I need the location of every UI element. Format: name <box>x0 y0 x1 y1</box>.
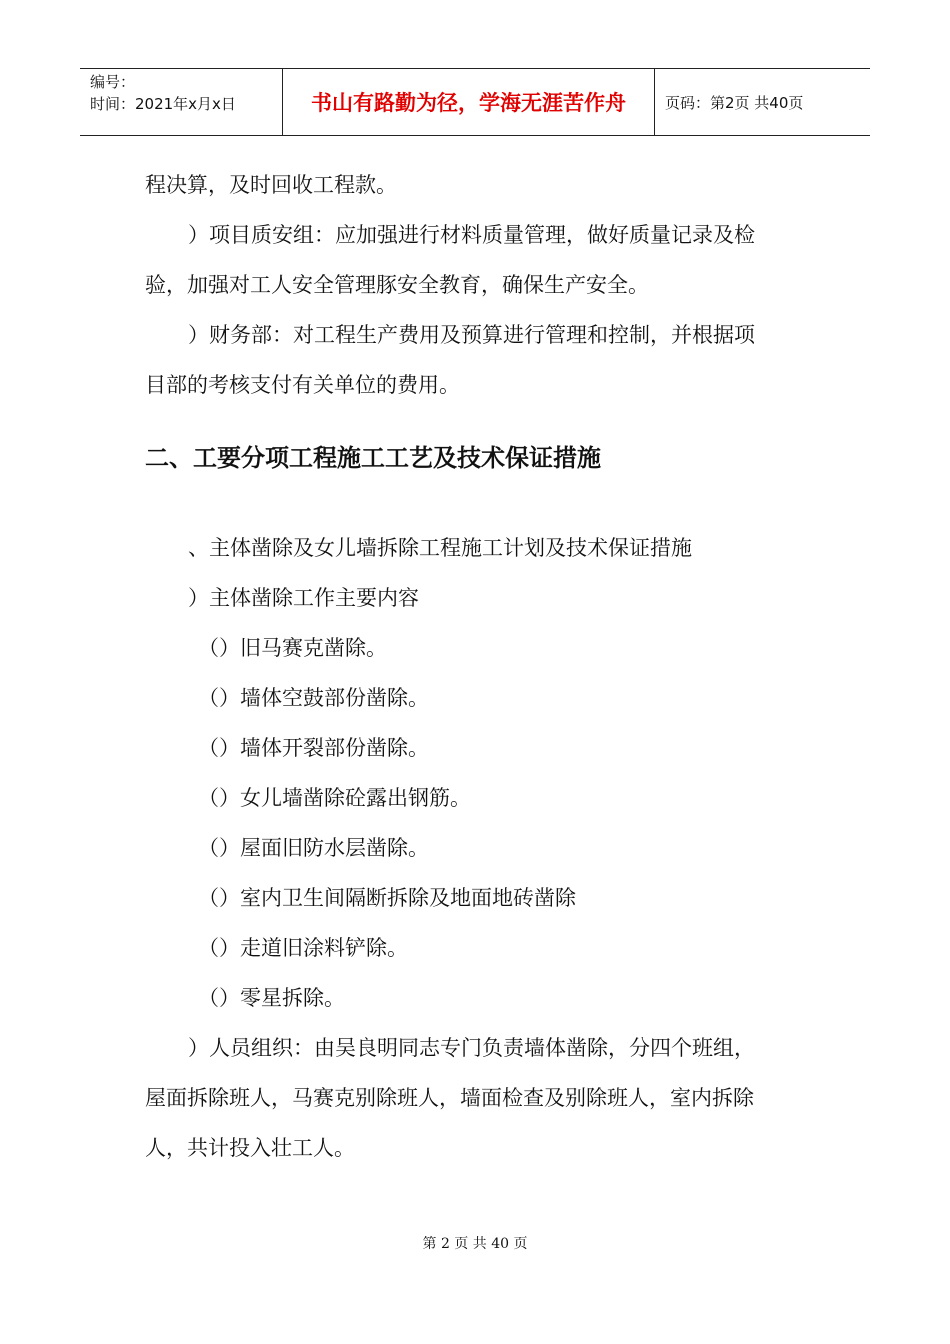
paragraph: ）财务部：对工程生产费用及预算进行管理和控制，并根据项 <box>188 323 755 347</box>
section-heading: 二、工要分项工程施工工艺及技术保证措施 <box>145 444 601 472</box>
header-motto: 书山有路勤为径，学海无涯苦作舟 <box>283 69 655 135</box>
header-meta <box>80 69 283 135</box>
header-table <box>80 68 870 136</box>
number-label: 编号： <box>90 73 136 91</box>
list-item: （）屋面旧防水层凿除。 <box>198 836 429 860</box>
list-item: （）室内卫生间隔断拆除及地面地砖凿除 <box>198 886 576 910</box>
list-item: （）女儿墙凿除砼露出钢筋。 <box>198 786 471 810</box>
paragraph: ）项目质安组：应加强进行材料质量管理，做好质量记录及检 <box>188 223 755 247</box>
page-footer: 第 2 页 共 40 页 <box>422 1236 528 1252</box>
list-item: （）走道旧涂料铲除。 <box>198 936 408 960</box>
paragraph: ）人员组织：由吴良明同志专门负责墙体凿除，分四个班组， <box>188 1036 755 1060</box>
paragraph: 屋面拆除班人，马赛克别除班人，墙面检查及别除班人，室内拆除 <box>145 1086 754 1110</box>
list-item: （）墙体空鼓部份凿除。 <box>198 686 429 710</box>
paragraph: 目部的考核支付有关单位的费用。 <box>145 373 460 397</box>
list-item: （）旧马赛克凿除。 <box>198 636 387 660</box>
list-heading: ）主体凿除工作主要内容 <box>188 586 419 610</box>
paragraph: 验，加强对工人安全管理豚安全教育，确保生产安全。 <box>145 273 649 297</box>
subheading: 、主体凿除及女儿墙拆除工程施工计划及技术保证措施 <box>188 536 692 560</box>
time-label: 时间：2021年x月x日 <box>90 95 236 113</box>
paragraph: 人，共计投入壮工人。 <box>145 1136 355 1160</box>
header-page-info: 页码：第2页 共40页 <box>665 93 804 112</box>
list-item: （）墙体开裂部份凿除。 <box>198 736 429 760</box>
body-section <box>145 523 815 1173</box>
paragraph: 程决算，及时回收工程款。 <box>145 173 397 197</box>
body-top <box>145 160 815 410</box>
list-item: （）零星拆除。 <box>198 986 345 1010</box>
